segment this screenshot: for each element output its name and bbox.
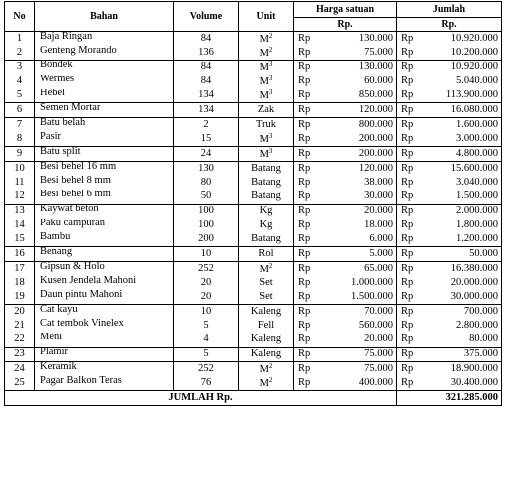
row-harga: 120.000 [326, 103, 397, 118]
table-row [5, 46, 502, 60]
row-jumlah: 30.400.000 [429, 376, 502, 390]
row-unit [239, 118, 294, 132]
row-no: 23 [5, 347, 35, 362]
row-bahan-label: Besi behel 8 mm [40, 175, 111, 186]
row-harga: 70.000 [326, 304, 397, 318]
row-jumlah-currency: Rp [397, 75, 429, 89]
row-jumlah: 1.600.000 [429, 118, 502, 132]
row-bahan [35, 32, 174, 46]
row-jumlah: 375.000 [429, 347, 502, 362]
row-jumlah: 80.000 [429, 333, 502, 347]
row-jumlah: 16.080.000 [429, 103, 502, 118]
row-harga: 75.000 [326, 362, 397, 376]
table-body [5, 32, 502, 391]
row-bahan [35, 46, 174, 60]
row-jumlah: 30.000.000 [429, 290, 502, 304]
row-unit [239, 204, 294, 218]
row-harga: 560.000 [326, 319, 397, 333]
row-jumlah: 10.200.000 [429, 46, 502, 60]
row-jumlah: 2.000.000 [429, 204, 502, 218]
row-bahan [35, 304, 174, 318]
row-volume: 100 [174, 204, 239, 218]
row-jumlah: 1.500.000 [429, 190, 502, 204]
row-jumlah: 113.900.000 [429, 89, 502, 103]
row-unit [239, 247, 294, 262]
table-row [5, 304, 502, 318]
row-harga: 120.000 [326, 162, 397, 176]
row-unit-label: Kg [259, 205, 273, 217]
row-unit-label: Set [259, 276, 273, 288]
row-unit-label: Truk [255, 119, 277, 131]
table-row [5, 132, 502, 146]
row-jumlah: 1.200.000 [429, 232, 502, 246]
row-unit-exponent: 2 [268, 31, 273, 40]
row-volume: 130 [174, 162, 239, 176]
row-harga: 1.000.000 [326, 276, 397, 290]
row-unit-exponent: 3 [268, 146, 273, 155]
row-bahan-label: Wermes [40, 74, 75, 85]
row-jumlah-currency: Rp [397, 132, 429, 146]
row-jumlah: 10.920.000 [429, 60, 502, 74]
row-harga-currency: Rp [294, 247, 326, 262]
row-bahan-label: Bondek [40, 60, 73, 71]
row-bahan [35, 176, 174, 190]
row-volume: 20 [174, 276, 239, 290]
row-unit-exponent: 3 [268, 60, 273, 69]
total-label: JUMLAH Rp. [5, 391, 397, 406]
row-no: 10 [5, 162, 35, 176]
row-harga-currency: Rp [294, 103, 326, 118]
row-harga-currency: Rp [294, 89, 326, 103]
table-row [5, 219, 502, 233]
row-bahan [35, 276, 174, 290]
row-unit-label: Kg [259, 219, 273, 231]
row-bahan-label: Bambu [40, 232, 71, 243]
row-unit [239, 60, 294, 74]
row-volume: 100 [174, 219, 239, 233]
row-bahan-label: Benang [40, 246, 73, 258]
row-unit-label: Rol [258, 248, 274, 260]
row-unit [239, 162, 294, 176]
row-harga-currency: Rp [294, 118, 326, 132]
row-bahan [35, 219, 174, 233]
row-unit-label: M [259, 47, 269, 59]
row-harga-currency: Rp [294, 162, 326, 176]
row-bahan [35, 103, 174, 118]
table-row [5, 347, 502, 362]
row-harga-currency: Rp [294, 304, 326, 318]
row-jumlah: 700.000 [429, 304, 502, 318]
row-unit [239, 276, 294, 290]
row-jumlah-currency: Rp [397, 247, 429, 262]
row-jumlah-currency: Rp [397, 60, 429, 74]
row-bahan [35, 190, 174, 204]
row-bahan-label: Cat kayu [40, 304, 78, 315]
row-jumlah-currency: Rp [397, 219, 429, 233]
row-harga-currency: Rp [294, 132, 326, 146]
row-unit-exponent: 2 [268, 261, 273, 270]
row-jumlah-currency: Rp [397, 204, 429, 218]
row-unit-label: M [259, 263, 269, 275]
row-jumlah-currency: Rp [397, 162, 429, 176]
row-no: 6 [5, 103, 35, 118]
row-jumlah-currency: Rp [397, 46, 429, 60]
row-unit [239, 304, 294, 318]
row-volume: 76 [174, 376, 239, 390]
row-harga: 200.000 [326, 147, 397, 162]
row-volume: 10 [174, 247, 239, 262]
table-row [5, 232, 502, 246]
row-unit-exponent: 3 [268, 88, 273, 97]
row-harga: 75.000 [326, 347, 397, 362]
header-unit: Unit [239, 2, 294, 32]
row-unit [239, 333, 294, 347]
row-harga: 30.000 [326, 190, 397, 204]
row-jumlah: 16.380.000 [429, 262, 502, 276]
row-jumlah-currency: Rp [397, 276, 429, 290]
row-harga-currency: Rp [294, 347, 326, 362]
row-unit-label: Kaleng [250, 305, 282, 317]
row-volume: 252 [174, 262, 239, 276]
total-value: 321.285.000 [397, 391, 502, 406]
row-unit-label: Batang [251, 190, 281, 202]
row-no: 5 [5, 89, 35, 103]
row-volume: 84 [174, 32, 239, 46]
row-unit-exponent: 2 [268, 45, 273, 54]
header-bahan: Bahan [35, 2, 174, 32]
row-harga-currency: Rp [294, 46, 326, 60]
row-unit [239, 75, 294, 89]
table-row [5, 176, 502, 190]
row-harga: 6.000 [326, 232, 397, 246]
row-unit [239, 147, 294, 162]
table-row [5, 247, 502, 262]
row-bahan [35, 290, 174, 304]
row-jumlah: 2.800.000 [429, 319, 502, 333]
row-no: 17 [5, 262, 35, 276]
table-row [5, 147, 502, 162]
row-bahan-label: Paku campuran [40, 218, 106, 229]
row-no: 16 [5, 247, 35, 262]
row-volume: 15 [174, 132, 239, 146]
row-volume: 200 [174, 232, 239, 246]
row-unit [239, 219, 294, 233]
row-harga: 800.000 [326, 118, 397, 132]
row-jumlah-currency: Rp [397, 333, 429, 347]
row-harga-currency: Rp [294, 204, 326, 218]
row-bahan-label: Keramik [40, 361, 77, 373]
table-row [5, 32, 502, 46]
row-jumlah-currency: Rp [397, 319, 429, 333]
row-no: 15 [5, 232, 35, 246]
row-unit [239, 362, 294, 376]
row-jumlah-currency: Rp [397, 290, 429, 304]
row-bahan [35, 319, 174, 333]
row-unit-exponent: 3 [268, 74, 273, 83]
row-harga-currency: Rp [294, 219, 326, 233]
row-harga: 75.000 [326, 46, 397, 60]
row-jumlah: 50.000 [429, 247, 502, 262]
row-jumlah-currency: Rp [397, 176, 429, 190]
header-jumlah-rp: Rp. [397, 18, 502, 32]
row-no: 19 [5, 290, 35, 304]
row-unit [239, 376, 294, 390]
row-jumlah-currency: Rp [397, 89, 429, 103]
row-volume: 2 [174, 118, 239, 132]
row-bahan-label: Pagar Balkon Teras [40, 376, 122, 387]
header-jumlah: Jumlah [397, 2, 502, 18]
row-harga: 65.000 [326, 262, 397, 276]
table-row [5, 333, 502, 347]
row-volume: 136 [174, 46, 239, 60]
row-bahan-label: Gipsun & Holo [40, 261, 105, 272]
row-unit-label: M [259, 364, 269, 376]
row-no: 21 [5, 319, 35, 333]
row-bahan-label: Besi behel 6 mm [40, 189, 111, 200]
row-harga-currency: Rp [294, 333, 326, 347]
row-volume: 4 [174, 333, 239, 347]
material-cost-table [4, 1, 502, 406]
row-unit [239, 46, 294, 60]
row-unit-exponent: 3 [268, 132, 273, 140]
row-no: 7 [5, 118, 35, 132]
row-unit-label: M [259, 76, 269, 88]
row-unit-label: M [259, 148, 269, 160]
row-volume: 5 [174, 347, 239, 362]
row-unit-label: Kaleng [250, 333, 282, 345]
row-harga: 18.000 [326, 219, 397, 233]
row-jumlah: 5.040.000 [429, 75, 502, 89]
row-bahan [35, 75, 174, 89]
row-bahan-label: Daun pintu Mahoni [40, 290, 123, 300]
row-unit-label: Zak [257, 104, 275, 116]
row-unit [239, 32, 294, 46]
row-no: 25 [5, 376, 35, 390]
row-bahan-label: Plamir [40, 347, 68, 358]
row-bahan-label: Semen Mortar [40, 102, 101, 114]
row-jumlah-currency: Rp [397, 376, 429, 390]
row-harga: 60.000 [326, 75, 397, 89]
row-harga: 130.000 [326, 32, 397, 46]
row-bahan-label: Besi behel 16 mm [40, 161, 117, 172]
row-bahan [35, 347, 174, 362]
row-bahan-label: Pasir [40, 132, 61, 142]
table-row [5, 103, 502, 118]
row-bahan [35, 60, 174, 74]
row-bahan [35, 162, 174, 176]
row-no: 8 [5, 132, 35, 146]
row-no: 24 [5, 362, 35, 376]
row-jumlah-currency: Rp [397, 118, 429, 132]
row-no: 4 [5, 75, 35, 89]
table-row [5, 162, 502, 176]
row-no: 9 [5, 147, 35, 162]
row-harga-currency: Rp [294, 232, 326, 246]
row-harga: 38.000 [326, 176, 397, 190]
row-unit [239, 232, 294, 246]
row-bahan [35, 147, 174, 162]
row-unit [239, 262, 294, 276]
row-bahan [35, 262, 174, 276]
row-jumlah: 20.000.000 [429, 276, 502, 290]
row-bahan [35, 118, 174, 132]
row-unit [239, 190, 294, 204]
row-jumlah-currency: Rp [397, 304, 429, 318]
row-bahan-label: Kusen Jendela Mahoni [40, 276, 137, 286]
row-unit-label: M [259, 62, 269, 74]
row-harga-currency: Rp [294, 32, 326, 46]
row-bahan-label: Cat tembok Vinelex [40, 318, 124, 329]
header-harga-rp: Rp. [294, 18, 397, 32]
row-volume: 50 [174, 190, 239, 204]
table-row [5, 204, 502, 218]
row-bahan [35, 376, 174, 390]
row-harga: 850.000 [326, 89, 397, 103]
row-harga-currency: Rp [294, 362, 326, 376]
row-jumlah: 1.800.000 [429, 219, 502, 233]
row-bahan-label: Batu split [40, 146, 81, 157]
row-no: 3 [5, 60, 35, 74]
row-unit-label: Set [259, 290, 273, 302]
table-row [5, 118, 502, 132]
row-harga-currency: Rp [294, 176, 326, 190]
row-unit-label: Fell [257, 319, 275, 331]
row-no: 13 [5, 204, 35, 218]
table-row [5, 290, 502, 304]
row-harga: 5.000 [326, 247, 397, 262]
header-volume: Volume [174, 2, 239, 32]
row-harga: 400.000 [326, 376, 397, 390]
row-bahan [35, 89, 174, 103]
row-harga-currency: Rp [294, 376, 326, 390]
row-volume: 20 [174, 290, 239, 304]
row-bahan [35, 232, 174, 246]
row-bahan [35, 247, 174, 262]
row-volume: 134 [174, 103, 239, 118]
row-harga: 1.500.000 [326, 290, 397, 304]
row-jumlah: 3.000.000 [429, 132, 502, 146]
row-volume: 84 [174, 75, 239, 89]
row-bahan [35, 333, 174, 347]
row-harga: 20.000 [326, 204, 397, 218]
row-jumlah: 10.920.000 [429, 32, 502, 46]
row-bahan [35, 132, 174, 146]
row-jumlah-currency: Rp [397, 347, 429, 362]
row-unit [239, 176, 294, 190]
row-bahan-label: Meni [40, 332, 63, 343]
row-unit-label: Batang [251, 176, 281, 188]
table-row [5, 190, 502, 204]
cost-estimate-document [4, 1, 502, 406]
row-volume: 134 [174, 89, 239, 103]
row-unit-exponent: 2 [268, 362, 273, 371]
row-unit-label: Batang [251, 233, 281, 245]
row-harga-currency: Rp [294, 75, 326, 89]
row-unit [239, 347, 294, 362]
row-harga-currency: Rp [294, 319, 326, 333]
table-row [5, 276, 502, 290]
row-no: 22 [5, 333, 35, 347]
row-harga-currency: Rp [294, 60, 326, 74]
row-volume: 5 [174, 319, 239, 333]
row-unit [239, 290, 294, 304]
row-bahan-label: Kaywat beton [40, 204, 99, 215]
row-unit-label: M [259, 90, 269, 102]
table-row [5, 262, 502, 276]
row-no: 11 [5, 176, 35, 190]
row-no: 12 [5, 190, 35, 204]
row-unit-label: M [259, 378, 269, 390]
row-volume: 10 [174, 304, 239, 318]
table-row [5, 75, 502, 89]
row-jumlah: 4.800.000 [429, 147, 502, 162]
row-jumlah: 18.900.000 [429, 362, 502, 376]
row-jumlah: 15.600.000 [429, 162, 502, 176]
table-row [5, 376, 502, 390]
row-unit-label: M [259, 133, 269, 145]
header-no: No [5, 2, 35, 32]
row-unit [239, 103, 294, 118]
row-harga: 130.000 [326, 60, 397, 74]
row-unit [239, 132, 294, 146]
row-unit [239, 89, 294, 103]
row-bahan-label: Genteng Morando [40, 45, 117, 56]
row-jumlah: 3.040.000 [429, 176, 502, 190]
row-unit-exponent: 2 [268, 376, 273, 385]
row-no: 20 [5, 304, 35, 318]
row-volume: 80 [174, 176, 239, 190]
row-jumlah-currency: Rp [397, 232, 429, 246]
row-volume: 84 [174, 60, 239, 74]
row-bahan [35, 204, 174, 218]
table-row [5, 60, 502, 74]
row-jumlah-currency: Rp [397, 147, 429, 162]
row-bahan-label: Batu belah [40, 117, 86, 129]
row-harga: 20.000 [326, 333, 397, 347]
table-row [5, 362, 502, 376]
row-harga-currency: Rp [294, 262, 326, 276]
row-unit-label: M [259, 33, 269, 45]
row-harga: 200.000 [326, 132, 397, 146]
row-jumlah-currency: Rp [397, 103, 429, 118]
row-jumlah-currency: Rp [397, 32, 429, 46]
row-jumlah-currency: Rp [397, 190, 429, 204]
row-jumlah-currency: Rp [397, 362, 429, 376]
row-harga-currency: Rp [294, 190, 326, 204]
row-no: 18 [5, 276, 35, 290]
table-row [5, 89, 502, 103]
row-no: 2 [5, 46, 35, 60]
row-bahan-label: Hebel [40, 88, 66, 99]
row-harga-currency: Rp [294, 290, 326, 304]
row-bahan-label: Baja Ringan [40, 31, 93, 42]
row-harga-currency: Rp [294, 147, 326, 162]
row-unit-label: Batang [251, 162, 281, 174]
row-unit [239, 319, 294, 333]
row-bahan [35, 362, 174, 376]
row-no: 1 [5, 32, 35, 46]
header-harga-satuan: Harga satuan [294, 2, 397, 18]
row-no: 14 [5, 219, 35, 233]
row-jumlah-currency: Rp [397, 262, 429, 276]
row-harga-currency: Rp [294, 276, 326, 290]
row-volume: 252 [174, 362, 239, 376]
row-volume: 24 [174, 147, 239, 162]
row-unit-label: Kaleng [250, 348, 282, 360]
table-row [5, 319, 502, 333]
